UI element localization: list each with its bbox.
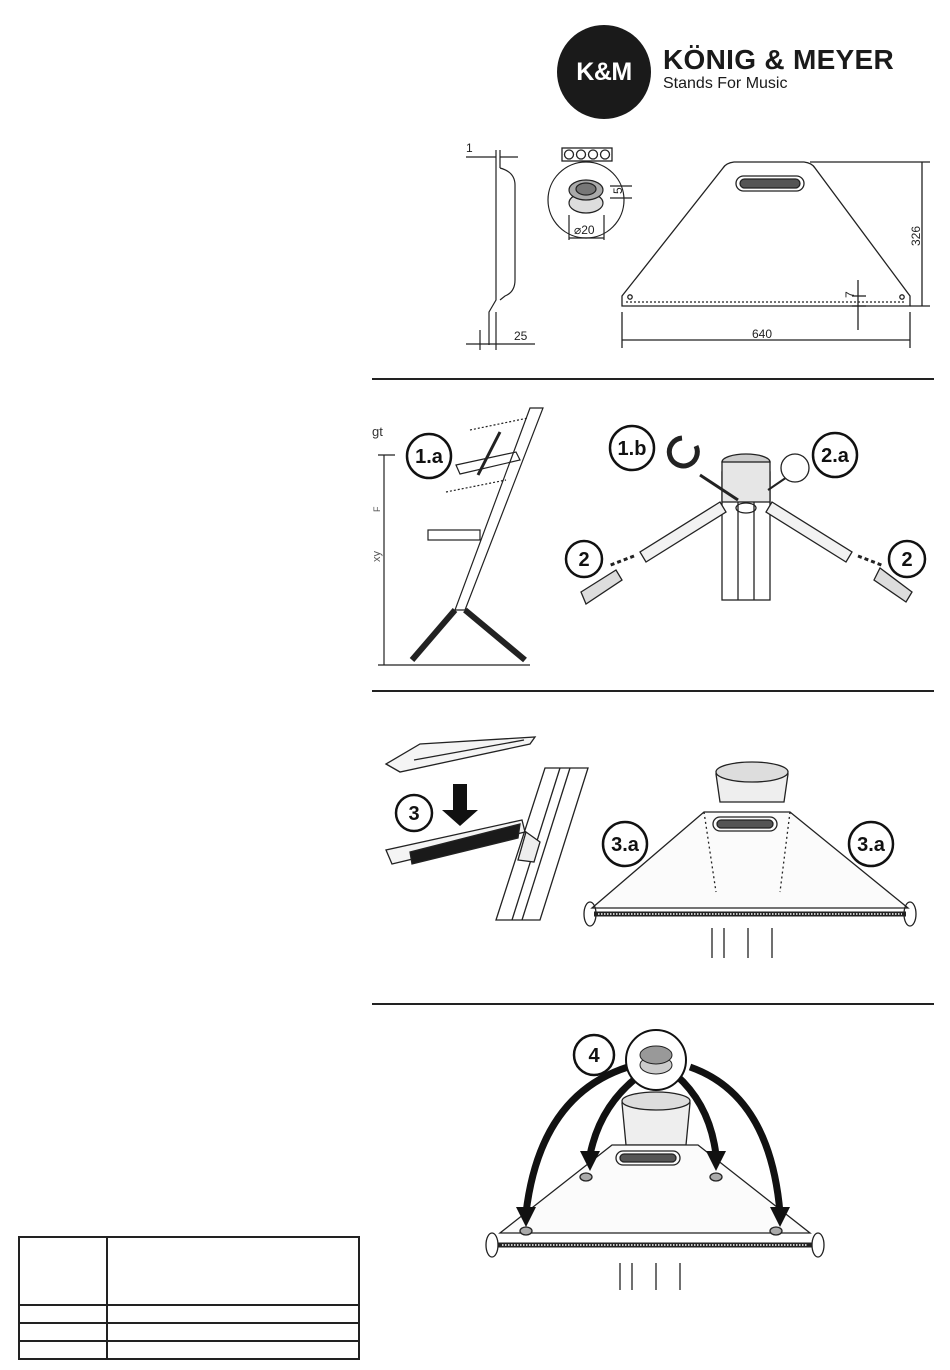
- height-label: 326: [909, 225, 923, 246]
- table-cell: [19, 1305, 107, 1323]
- lip-label: 7: [843, 291, 857, 298]
- step-2-badge-right: [889, 541, 925, 577]
- foot-height-label: 5: [611, 187, 625, 194]
- stand-side-view: [378, 408, 543, 665]
- table-row: [19, 1305, 359, 1323]
- step-3a-badge-right: [849, 822, 893, 866]
- spec-table: [18, 1236, 360, 1360]
- step-4-badge: [574, 1035, 614, 1075]
- side-axis-label: xy: [371, 551, 383, 562]
- table-row: [19, 1341, 359, 1359]
- table-cell: [107, 1341, 359, 1359]
- table-row: [19, 1323, 359, 1341]
- step-1a-badge: [407, 434, 451, 478]
- logo-text: K&M: [576, 57, 632, 86]
- svg-text:1.b: 1.b: [617, 438, 647, 460]
- down-arrow-icon: [442, 784, 478, 826]
- step-2a-badge: [813, 433, 857, 477]
- step-1-2-illustrations: [0, 380, 950, 690]
- step-3a-badge-left: [603, 822, 647, 866]
- svg-text:3: 3: [408, 803, 420, 825]
- svg-text:1.a: 1.a: [415, 446, 443, 468]
- side-profile: [466, 150, 535, 350]
- rail-offset-label: 1: [466, 141, 473, 155]
- feet-placement-view: [486, 1092, 824, 1290]
- brand-tagline: Stands For Music: [663, 75, 788, 92]
- svg-text:3.a: 3.a: [857, 834, 885, 856]
- rubber-foot-icon: [626, 1030, 686, 1090]
- side-mid-label: F: [372, 506, 382, 512]
- svg-text:2: 2: [901, 549, 913, 571]
- dimension-drawings: [0, 0, 950, 380]
- svg-text:3.a: 3.a: [611, 834, 639, 856]
- tray-front-outline: [622, 162, 930, 348]
- table-cell: [19, 1341, 107, 1359]
- foot-diameter-label: ⌀20: [574, 223, 595, 237]
- step-3-illustrations: [0, 692, 950, 1004]
- brand-name: KÖNIG & MEYER: [663, 44, 895, 75]
- foot-count-icon: [562, 148, 612, 161]
- table-cell: [19, 1323, 107, 1341]
- table-cell: [19, 1237, 107, 1305]
- table-cell: [107, 1305, 359, 1323]
- step-3-badge: [396, 795, 432, 831]
- table-row: [19, 1237, 359, 1305]
- step-1b-badge: [610, 426, 654, 470]
- svg-text:2.a: 2.a: [821, 445, 849, 467]
- width-label: 640: [752, 327, 773, 341]
- rail-depth-label: 25: [514, 329, 528, 343]
- table-cell: [107, 1237, 359, 1305]
- step-2-badge-left: [566, 541, 602, 577]
- svg-text:4: 4: [588, 1045, 600, 1067]
- side-label-top: gt: [372, 424, 383, 439]
- svg-text:2: 2: [578, 549, 590, 571]
- table-cell: [107, 1323, 359, 1341]
